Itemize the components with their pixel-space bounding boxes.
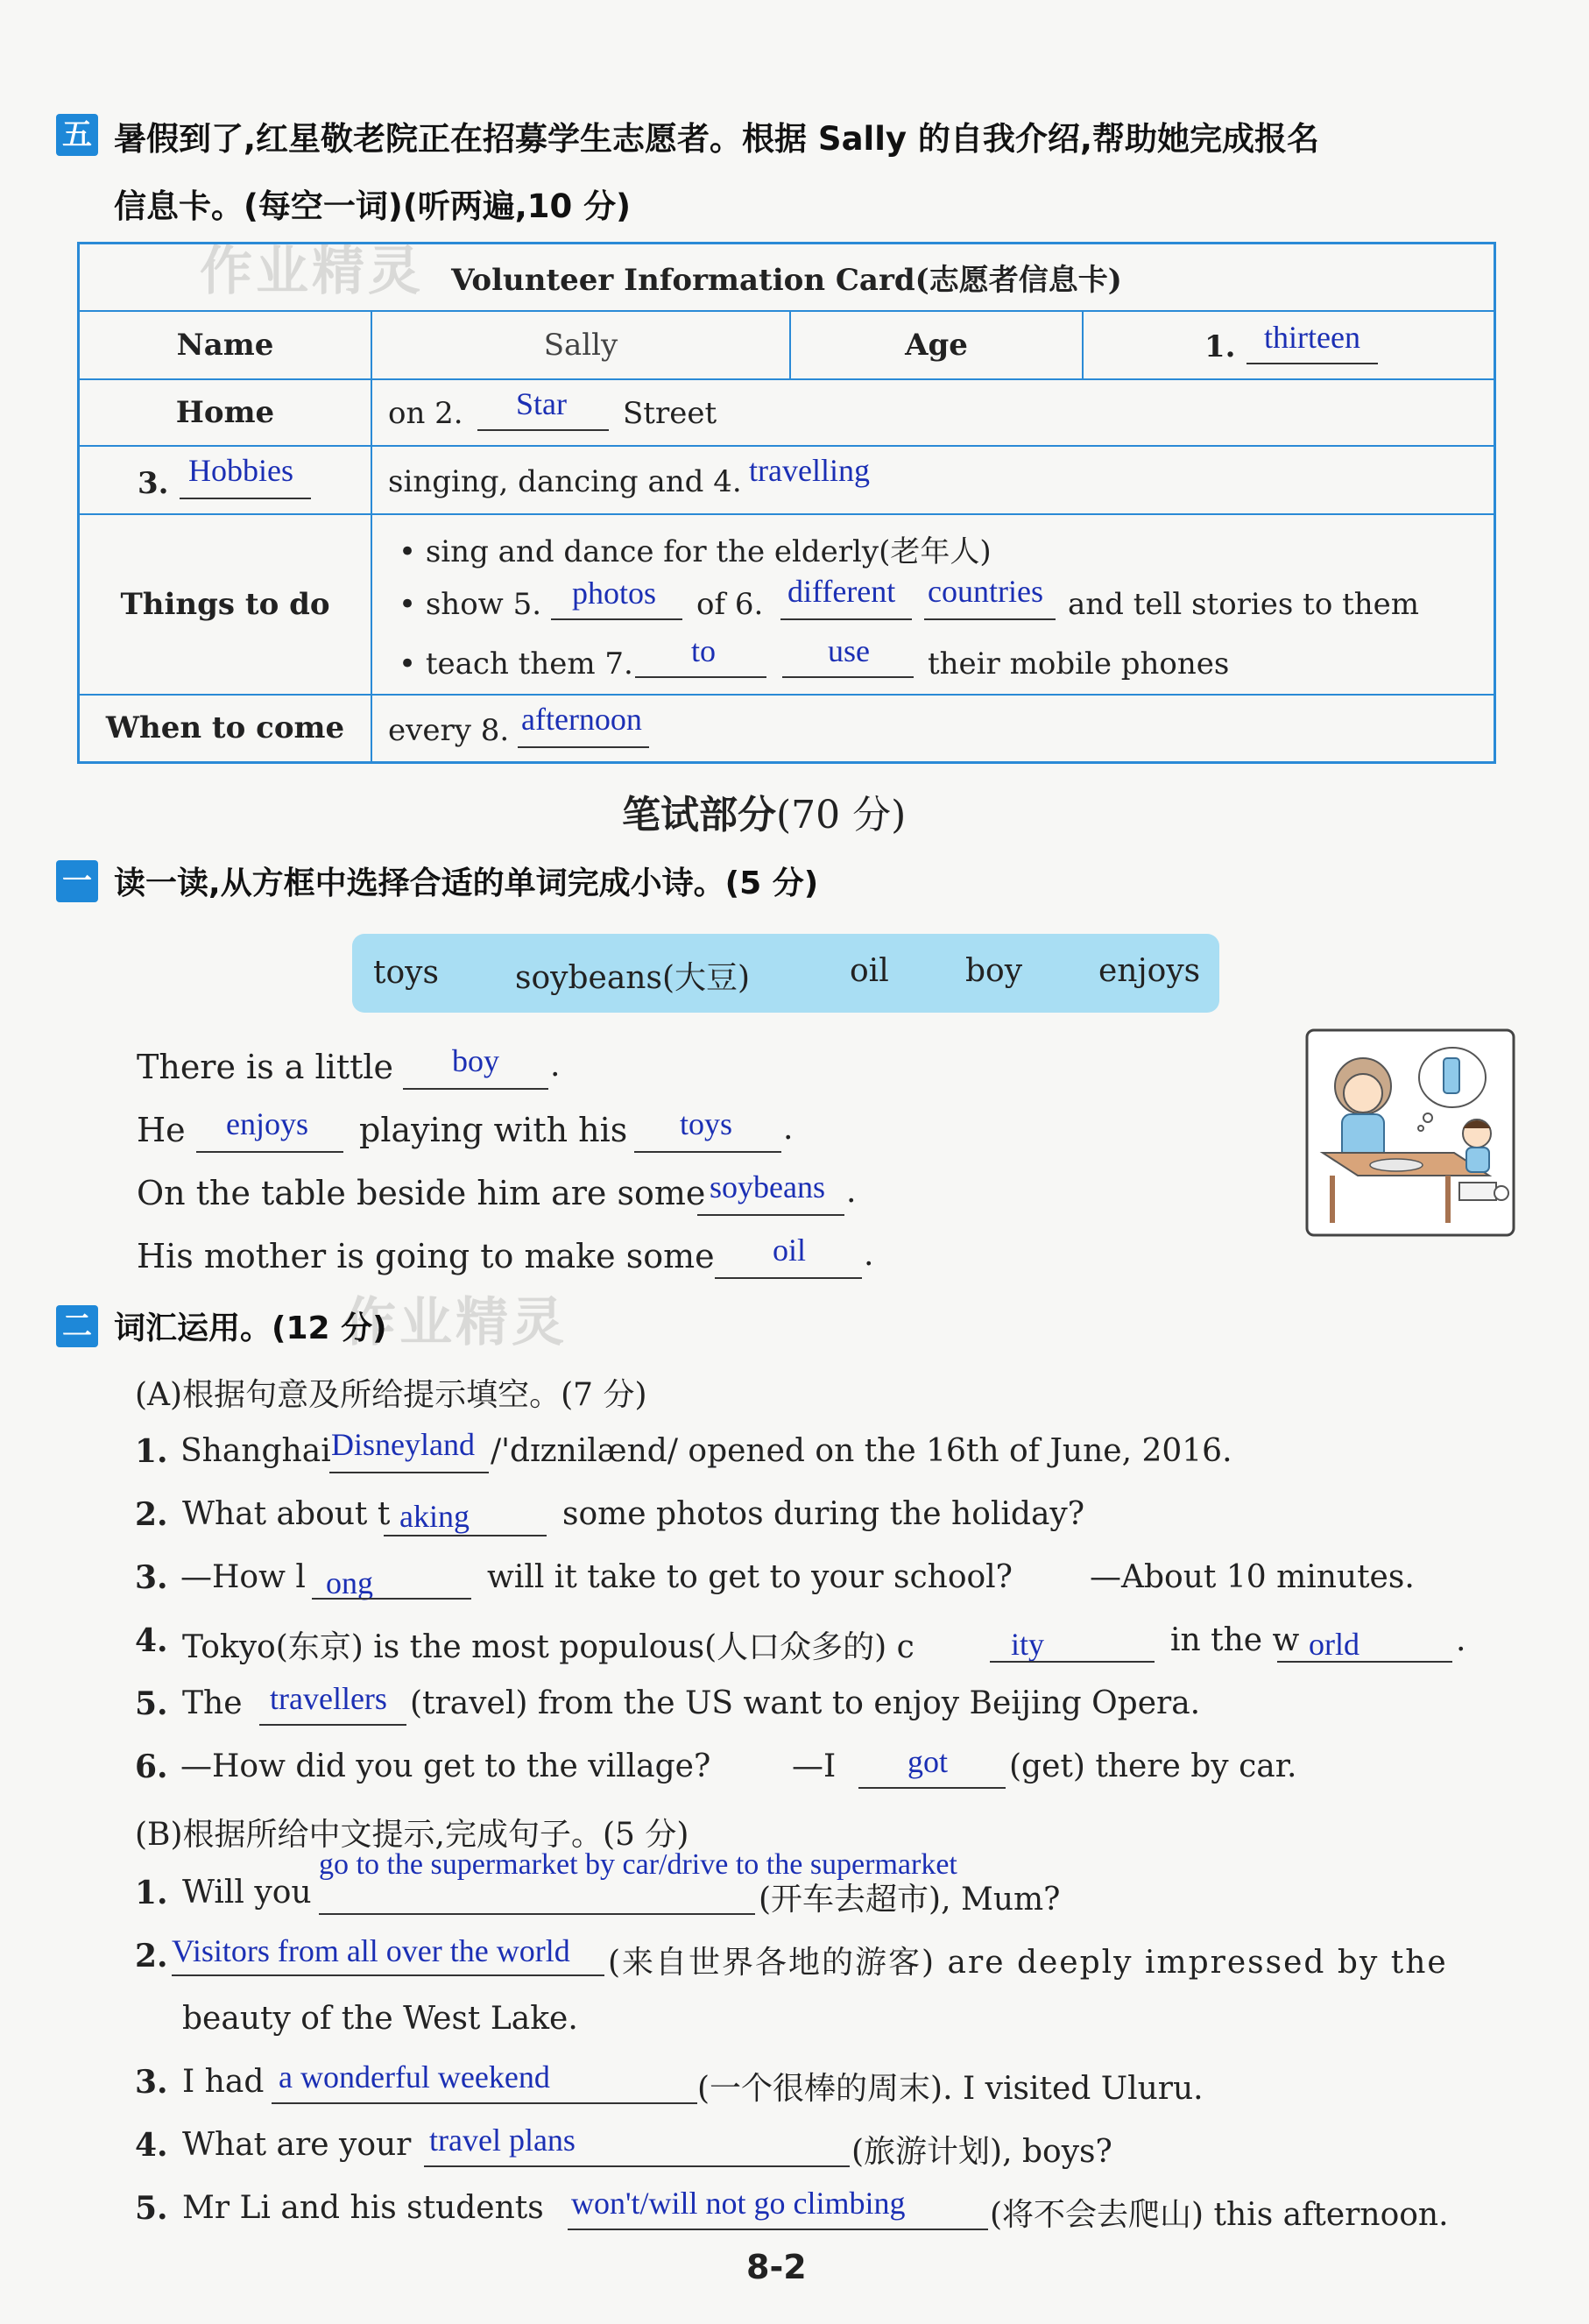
poem-answer-1: boy <box>452 1043 499 1078</box>
blank-line <box>568 2229 988 2230</box>
blank-line <box>1246 363 1378 364</box>
q-a5-text-a: The <box>182 1685 243 1721</box>
answer-a1: Disneyland <box>331 1427 475 1462</box>
q-b4-text-b: (旅游计划), boys? <box>851 2134 1112 2170</box>
word-bank-item: soybeans(大豆) <box>515 960 751 996</box>
q-b4-text-a: What are your <box>182 2127 412 2163</box>
home-label: Home <box>175 394 275 430</box>
question-number: 3. <box>135 1559 168 1596</box>
answer-a6: got <box>907 1744 949 1779</box>
age-answer-cell <box>1083 311 1495 379</box>
q-a2-text-a: What about t <box>182 1496 391 1532</box>
things-line-2c: and tell stories to them <box>1068 586 1420 622</box>
poem-line-2a: He <box>137 1111 186 1149</box>
name-value: Sally <box>543 327 618 363</box>
q-b3-text-a: I had <box>182 2064 265 2100</box>
q-a3-text-b: will it take to get to your school? <box>487 1559 1013 1595</box>
written-part-title <box>622 783 906 839</box>
q-a1-text-a: Shanghai <box>180 1433 331 1469</box>
part-b-instruction: (B)根据所给中文提示,完成句子。(5 分) <box>135 1817 689 1853</box>
poem-answer-5: oil <box>773 1233 807 1268</box>
answer-a3: ong <box>326 1565 373 1600</box>
hobbies-value-cell <box>371 446 1495 514</box>
name-label: Name <box>176 327 274 363</box>
poem-answer-4: soybeans <box>710 1169 825 1204</box>
answer-a4b: orld <box>1309 1627 1359 1662</box>
poem-line-4: His mother is going to make some <box>137 1237 715 1275</box>
home-value-cell <box>371 379 1495 446</box>
watermark: 作业精灵 <box>200 241 424 302</box>
q-a3-text-a: —How l <box>180 1559 306 1595</box>
blank-line <box>329 1472 489 1473</box>
q-a6-text-c: (get) there by car. <box>1009 1748 1297 1784</box>
poem-line-1: There is a little <box>137 1048 393 1086</box>
answer-7b: use <box>828 632 870 668</box>
blank-line <box>272 2102 697 2104</box>
things-line-3a: • teach them 7. <box>399 646 633 682</box>
answer-b2: Visitors from all over the world <box>172 1933 570 1968</box>
blank-number: 1. <box>1204 328 1236 364</box>
q-a2-text-b: some photos during the holiday? <box>562 1496 1085 1532</box>
blank-number: 3. <box>138 465 169 501</box>
answer-2: Star <box>516 385 567 421</box>
question-number: 5. <box>135 2190 168 2227</box>
q-a5-text-b: (travel) from the US want to enjoy Beijing Opera. <box>410 1685 1201 1721</box>
answer-a2: aking <box>399 1499 470 1534</box>
blank-line <box>924 618 1056 620</box>
things-line-1: • sing and dance for the elderly(老年人) <box>399 533 992 569</box>
word-bank-item: boy <box>965 953 1023 989</box>
section-5-badge: 五 <box>56 114 98 156</box>
section-1-title: 读一读,从方框中选择合适的单词完成小诗。(5 分) <box>114 865 819 901</box>
volunteer-info-card <box>77 242 1496 764</box>
section-2-title: 词汇运用。(12 分) <box>114 1310 387 1346</box>
things-line-2b: of 6. <box>696 586 764 622</box>
home-suffix: Street <box>623 395 717 431</box>
question-number: 2. <box>135 1496 168 1533</box>
blank-line <box>858 1787 1006 1789</box>
blank-line <box>635 676 766 678</box>
blank-line <box>172 1974 604 1976</box>
answer-b5: won't/will not go climbing <box>571 2186 906 2221</box>
blank-line <box>518 746 649 748</box>
when-prefix: every 8. <box>388 712 510 748</box>
word-bank-item: toys <box>373 955 439 991</box>
section-2-badge: 二 <box>56 1305 98 1347</box>
poem-punct: . <box>846 1174 857 1210</box>
part-a-instruction: (A)根据句意及所给提示填空。(7 分) <box>135 1377 647 1413</box>
things-label-cell <box>79 514 372 695</box>
section-5-title: 暑假到了,红星敬老院正在招募学生志愿者。根据 Sally 的自我介绍,帮助她完成报名 <box>114 120 1319 158</box>
q-a6-text-b: —I <box>792 1748 837 1784</box>
q-b1-text-b: (开车去超市), Mum? <box>759 1882 1061 1918</box>
blank-line <box>403 1088 548 1090</box>
poem-punct: . <box>550 1048 561 1084</box>
mother-and-boy-illustration <box>1305 1028 1515 1237</box>
blank-line <box>319 1913 755 1915</box>
q-a6-text-a: —How did you get to the village? <box>180 1748 711 1784</box>
answer-b1: go to the supermarket by car/drive to the supermarket <box>319 1848 957 1881</box>
card-title-cell <box>79 244 1495 311</box>
word-bank-item: oil <box>850 953 889 989</box>
blank-line <box>259 1724 406 1726</box>
section-1-badge: 一 <box>56 860 98 902</box>
blank-line <box>384 1535 547 1536</box>
q-a4-text-c: . <box>1456 1622 1466 1658</box>
answer-a5: travellers <box>270 1681 387 1716</box>
page-number: 8-2 <box>746 2248 807 2286</box>
poem-line-2b: playing with his <box>359 1111 628 1149</box>
card-title: Volunteer Information Card(志愿者信息卡) <box>451 262 1122 298</box>
blank-line <box>990 1661 1155 1663</box>
section-5-title-line2: 信息卡。(每空一词)(听两遍,10 分) <box>114 187 632 225</box>
q-b5-text-a: Mr Li and his students <box>182 2190 544 2226</box>
blank-line <box>551 618 682 620</box>
blank-line <box>782 676 914 678</box>
blank-line <box>715 1277 862 1279</box>
things-line-3b: their mobile phones <box>928 646 1230 682</box>
blank-line <box>780 618 912 620</box>
hobbies-label-cell <box>79 446 372 514</box>
home-label-cell <box>79 379 372 446</box>
q-b2-text-c: beauty of the West Lake. <box>182 2001 578 2037</box>
question-number: 4. <box>135 1622 168 1659</box>
poem-punct: . <box>783 1111 794 1147</box>
question-number: 1. <box>135 1433 168 1470</box>
watermark: 作业精灵 <box>343 1292 568 1353</box>
question-number: 2. <box>135 1938 168 1974</box>
home-prefix: on 2. <box>388 395 463 431</box>
poem-answer-2: enjoys <box>226 1106 308 1141</box>
question-number: 6. <box>135 1748 168 1785</box>
blank-line <box>180 498 311 499</box>
blank-line <box>312 1598 471 1600</box>
answer-b4: travel plans <box>429 2123 576 2158</box>
poem-line-3: On the table beside him are some <box>137 1174 706 1212</box>
written-title: 笔试部分 <box>622 793 776 837</box>
answer-4: travelling <box>749 452 870 488</box>
q-a4-text-a: Tokyo(东京) is the most populous(人口众多的) c <box>182 1629 915 1665</box>
answer-6a: different <box>787 573 896 609</box>
written-score: (70 分) <box>776 793 907 837</box>
hobbies-text: singing, dancing and 4. <box>388 463 742 499</box>
answer-7a: to <box>691 632 717 668</box>
age-label: Age <box>905 327 968 363</box>
answer-6b: countries <box>928 573 1043 609</box>
q-b1-text-a: Will you <box>182 1875 312 1911</box>
answer-1: thirteen <box>1264 319 1360 355</box>
answer-a4: ity <box>1011 1627 1045 1662</box>
answer-5: photos <box>572 575 657 611</box>
q-b5-text-b: (将不会去爬山) this afternoon. <box>990 2197 1449 2233</box>
q-a4-text-b: in the w <box>1170 1622 1300 1658</box>
q-a3-text-c: —About 10 minutes. <box>1090 1559 1415 1595</box>
poem-punct: . <box>864 1237 874 1273</box>
blank-line <box>424 2165 850 2167</box>
q-a1-text-b: /'dɪznilænd/ opened on the 16th of June, 2016. <box>491 1433 1232 1469</box>
things-line-2a: • show 5. <box>399 586 542 622</box>
blank-line <box>196 1151 343 1153</box>
question-number: 1. <box>135 1875 168 1911</box>
when-label: When to come <box>105 710 345 746</box>
answer-3: Hobbies <box>188 452 293 488</box>
q-b3-text-b: (一个很棒的周末). I visited Uluru. <box>697 2071 1204 2107</box>
when-value-cell <box>371 695 1495 763</box>
blank-line <box>1277 1661 1452 1663</box>
question-number: 4. <box>135 2127 168 2164</box>
things-value-cell <box>371 514 1495 695</box>
age-label-cell <box>790 311 1083 379</box>
word-bank-item: enjoys <box>1098 953 1201 989</box>
question-number: 5. <box>135 1685 168 1722</box>
name-label-cell <box>79 311 372 379</box>
name-value-cell <box>371 311 790 379</box>
answer-b3: a wonderful weekend <box>279 2059 550 2094</box>
q-b2-text-b: (来自世界各地的游客) are deeply impressed by the <box>608 1945 1448 1981</box>
question-number: 3. <box>135 2064 168 2101</box>
blank-line <box>477 429 609 431</box>
poem-answer-3: toys <box>680 1106 733 1141</box>
word-bank <box>352 934 1219 1013</box>
answer-8: afternoon <box>521 701 642 737</box>
things-label: Things to do <box>120 586 330 622</box>
blank-line <box>634 1151 781 1153</box>
blank-line <box>697 1214 844 1216</box>
when-label-cell <box>79 695 372 763</box>
